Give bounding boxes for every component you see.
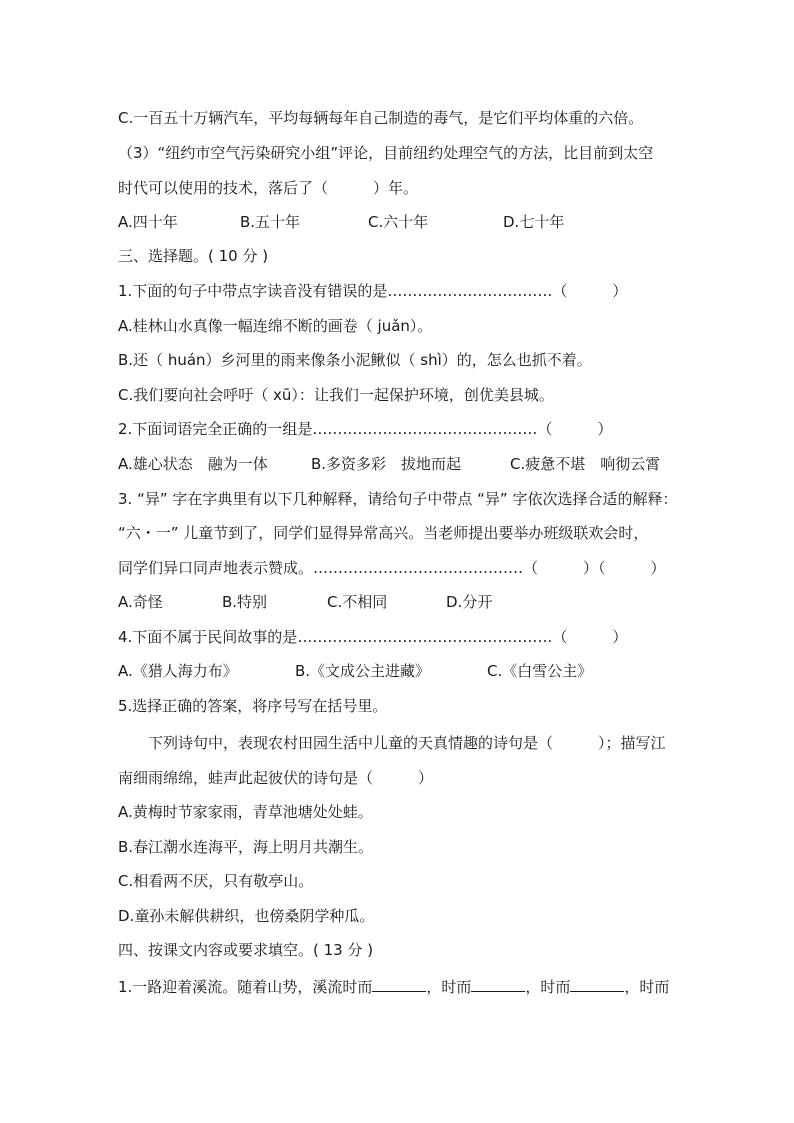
question-5: 5.选择正确的答案，将序号写在括号里。 xyxy=(118,697,388,715)
question-1-option-a: A.桂林山水真像一幅连绵不断的画卷（ juǎn）。 xyxy=(118,317,433,335)
question-2-option-c: C.疲惫不堪 响彻云霄 xyxy=(510,455,661,473)
question-3-sentence-cont: 同学们异口同声地表示赞成。……………………………………（ ）（ ） xyxy=(118,559,666,577)
question-1-option-c: C.我们要向社会呼吁（ xū）：让我们一起保护环境，创优美县城。 xyxy=(118,386,554,404)
q3-sub3-question-cont: 时代可以使用的技术，落后了（ ）年。 xyxy=(118,179,419,197)
fill-question-1 xyxy=(118,975,669,997)
question-5-option-a: A.黄梅时节家家雨，青草池塘处处蛙。 xyxy=(118,803,373,821)
fill-sep-1: ，时而 xyxy=(426,978,472,996)
question-5-prompt-cont: 南细雨绵绵，蛙声此起彼伏的诗句是（ ） xyxy=(118,769,434,787)
question-2: 2.下面词语完全正确的一组是………………………………………（ ） xyxy=(118,420,613,438)
question-2-option-b: B.多资多彩 拔地而起 xyxy=(311,455,462,473)
section-4-heading: 四、按课文内容或要求填空。( 13 分 ) xyxy=(118,941,374,959)
question-3-option-d: D.分开 xyxy=(446,593,493,611)
question-4-option-b: B.《文成公主进藏》 xyxy=(295,662,431,680)
fill-sep-2: ，时而 xyxy=(525,978,571,996)
question-5-prompt: 下列诗句中，表现农村田园生活中儿童的天真情趣的诗句是（ ）；描写江 xyxy=(148,734,666,752)
question-3: 3. “异” 字在字典里有以下几种解释，请给句子中带点 “异” 字依次选择合适的解释： xyxy=(118,490,678,508)
section-3-heading: 三、选择题。( 10 分 ) xyxy=(118,247,269,265)
question-1: 1.下面的句子中带点字读音没有错误的是……………………………（ ） xyxy=(118,282,628,300)
question-5-option-b: B.春江潮水连海平，海上明月共潮生。 xyxy=(118,838,374,856)
q3-option-d: D.七十年 xyxy=(503,213,565,231)
q3-option-c: C.六十年 xyxy=(368,213,429,231)
question-4-option-a: A.《猎人海力布》 xyxy=(118,662,238,680)
q3-sub3-question: （3）“纽约市空气污染研究小组”评论，目前纽约处理空气的方法，比目前到太空 xyxy=(118,144,654,162)
fill-blank-1[interactable] xyxy=(372,975,426,992)
q3-option-a: A.四十年 xyxy=(118,213,178,231)
question-5-option-d: D.童孙未解供耕织，也傍桑阴学种瓜。 xyxy=(118,907,375,925)
question-2-option-a: A.雄心状态 融为一体 xyxy=(118,455,268,473)
q3-option-b: B.五十年 xyxy=(240,213,301,231)
fill-blank-3[interactable] xyxy=(570,975,624,992)
question-4-option-c: C.《白雪公主》 xyxy=(487,662,593,680)
question-3-option-c: C.不相同 xyxy=(327,593,388,611)
fill-blank-2[interactable] xyxy=(471,975,525,992)
q3-option-c-line: C.一百五十万辆汽车，平均每辆每年自己制造的毒气，是它们平均体重的六倍。 xyxy=(118,109,644,127)
question-3-sentence: “六・一” 儿童节到了，同学们显得异常高兴。当老师提出要举办班级联欢会时， xyxy=(118,524,649,542)
question-3-option-b: B.特别 xyxy=(222,593,268,611)
question-3-option-a: A.奇怪 xyxy=(118,593,163,611)
question-5-option-c: C.相看两不厌，只有敬亭山。 xyxy=(118,872,314,890)
question-4: 4.下面不属于民间故事的是……………………………………………（ ） xyxy=(118,628,628,646)
fill-sep-3: ，时而 xyxy=(624,978,670,996)
question-1-option-b: B.还（ huán）乡河里的雨来像条小泥鳅似（ shì）的，怎么也抓不着。 xyxy=(118,351,592,369)
fill-prefix: 1.一路迎着溪流。随着山势，溪流时而 xyxy=(118,978,373,996)
